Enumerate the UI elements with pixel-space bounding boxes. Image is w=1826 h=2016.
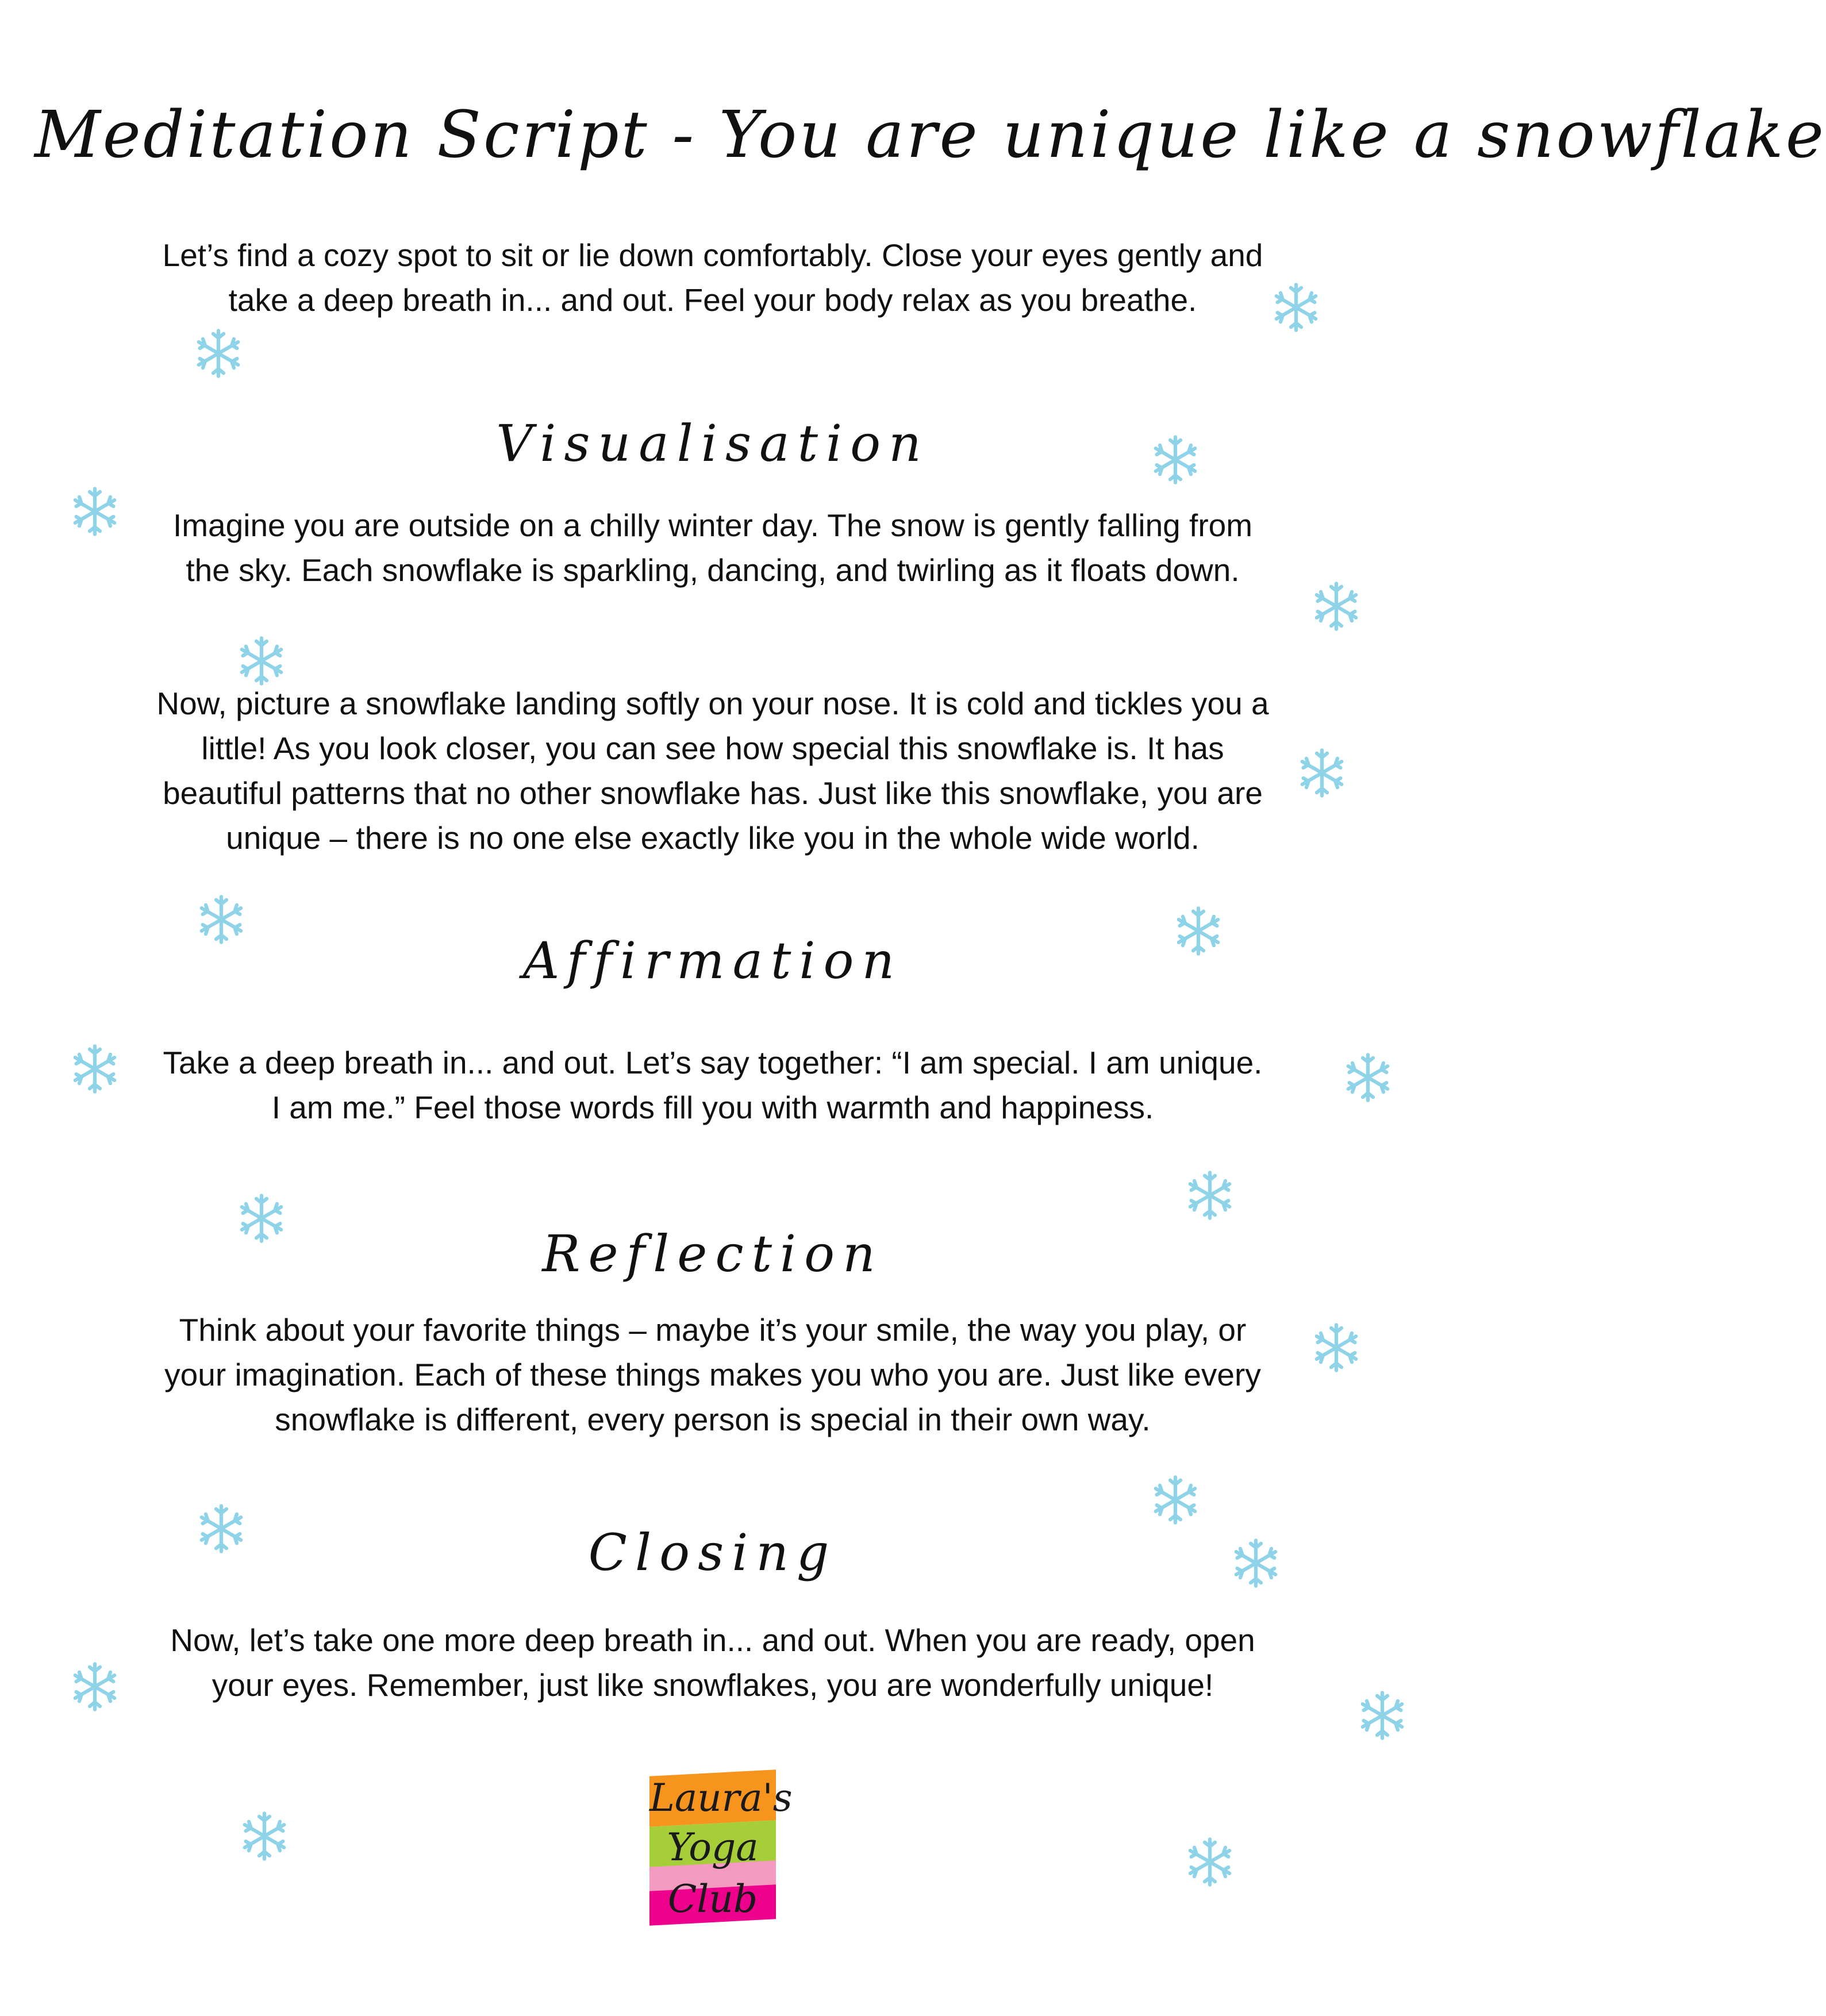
snowflake-icon xyxy=(1310,1322,1362,1374)
snowflake-icon xyxy=(1296,747,1348,799)
heading-affirmation: Affirmation xyxy=(522,931,903,990)
logo-text-line-3: Club xyxy=(667,1877,758,1921)
intro-paragraph: Let’s find a cozy spot to sit or lie down comfortably. Close your eyes gently and take a deep breath in... and out. Feel your body relax as you breathe. xyxy=(162,237,1263,318)
snowflake-icon xyxy=(236,1192,287,1244)
heading-closing: Closing xyxy=(588,1523,837,1582)
reflection-paragraph: Think about your favorite things – maybe it’s your smile, the way you play, or your imagination. Each of these things makes you who you are. Just like every snowflake is different, every person is special in their own way. xyxy=(164,1312,1261,1437)
snowflake-icon xyxy=(1150,434,1201,486)
lauras-yoga-club-logo xyxy=(649,1767,793,1928)
visualisation-paragraph-2: Now, picture a snowflake landing softly on your nose. It is cold and tickles you a little! As you look closer, you can see how special this snowflake is. It has beautiful patterns that no other snowflake has. Just like this snowflake, you are unique – there is no one else exactly like you in the whole wide world. xyxy=(156,686,1269,856)
heading-visualisation: Visualisation xyxy=(496,414,929,473)
snowflake-icon xyxy=(69,1661,121,1713)
snowflake-icon xyxy=(1356,1690,1408,1741)
heading-reflection: Reflection xyxy=(542,1224,883,1283)
closing-paragraph: Now, let’s take one more deep breath in... and out. When you are ready, open your eyes. Remember, just like snowflakes, you are wonderfully unique! xyxy=(170,1622,1255,1703)
snowflake-icon xyxy=(1270,282,1322,333)
snowflake-icon xyxy=(1173,905,1224,957)
snowflake-icon xyxy=(1342,1052,1394,1103)
logo-text-line-1: Laura's xyxy=(649,1776,793,1820)
snowflake-icon xyxy=(195,1503,247,1555)
snowflake-icon xyxy=(236,635,287,687)
snowflake-icon xyxy=(239,1810,290,1862)
page-title: Meditation Script - You are unique like a snowflake xyxy=(34,98,1826,172)
logo-text-line-2: Yoga xyxy=(667,1825,759,1869)
snowflake-icon xyxy=(1184,1836,1236,1888)
snowflake-icon xyxy=(1310,580,1362,632)
snowflake-icon xyxy=(1184,1169,1236,1221)
visualisation-paragraph-1: Imagine you are outside on a chilly winter day. The snow is gently falling from the sky. Each snowflake is sparkling, dancing, and twirling as it floats down. xyxy=(172,507,1253,588)
affirmation-paragraph: Take a deep breath in... and out. Let’s say together: “I am special. I am unique. I am me.” Feel those words fill you with warmth and happiness. xyxy=(163,1045,1263,1125)
snowflake-icon xyxy=(69,1043,121,1095)
snowflake-icon xyxy=(195,894,247,945)
snowflake-icon xyxy=(193,328,244,379)
snowflake-icon xyxy=(1150,1474,1201,1526)
snowflake-icon xyxy=(1230,1537,1282,1589)
snowflake-icon xyxy=(69,486,121,537)
